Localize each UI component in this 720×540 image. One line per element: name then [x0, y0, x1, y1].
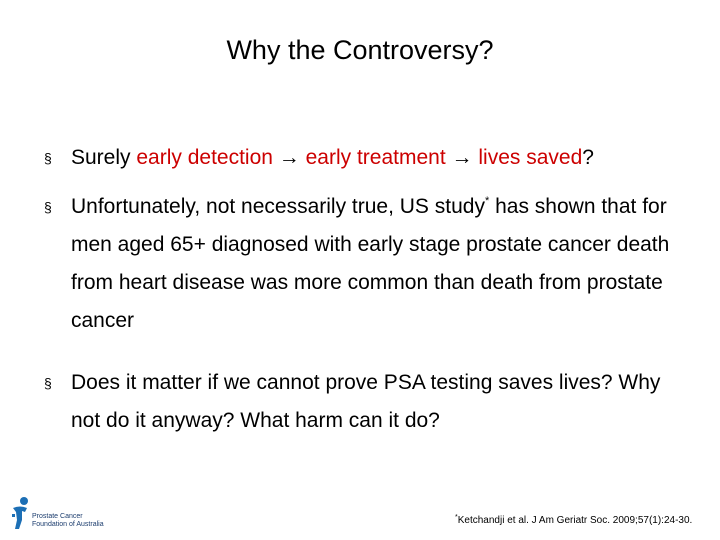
- bullet-text-segment: Surely: [71, 146, 137, 169]
- logo-text-line: Prostate Cancer: [32, 513, 83, 520]
- footnote-reference-marker: *: [484, 195, 490, 207]
- bullet-text: Does it matter if we cannot prove PSA testing saves lives? Why not do it anyway? What harm can it do?: [71, 371, 661, 432]
- bullet-text-segment: has shown that for men aged 65+ diagnosed with early stage prostate cancer death from heart disease was more common than death from prostate cancer: [71, 195, 670, 332]
- bullet-item-1: [44, 139, 684, 177]
- bullet-marker: §: [44, 375, 52, 391]
- bullet-item-3: [44, 364, 684, 440]
- footnote: [455, 514, 692, 528]
- highlight-early-treatment: early treatment: [305, 146, 446, 169]
- logo-text-line: Foundation of Australia: [32, 521, 104, 528]
- prostate-cancer-foundation-logo-icon: [10, 496, 32, 532]
- bullet-text: [44, 139, 684, 177]
- bullet-marker: §: [44, 199, 52, 215]
- highlight-early-detection: early detection: [136, 146, 273, 169]
- bullet-item-2: [44, 188, 684, 340]
- bullet-marker: §: [44, 150, 52, 166]
- footnote-text: Ketchandji et al. J Am Geriatr Soc. 2009;57(1):24-30.: [457, 515, 693, 526]
- bullet-text-segment: ?: [582, 146, 594, 169]
- bullet-text: [44, 188, 684, 340]
- bullet-text-segment: →: [272, 146, 306, 169]
- highlight-lives-saved: lives saved: [478, 146, 583, 169]
- bullet-text-segment: →: [445, 146, 479, 169]
- prostate-cancer-foundation-logo: [10, 496, 130, 532]
- slide-title: Why the Controversy?: [226, 35, 494, 65]
- bullet-text-segment: Unfortunately, not necessarily true, US study: [71, 195, 485, 218]
- footnote-marker: *: [455, 514, 458, 521]
- logo-text: [32, 513, 104, 529]
